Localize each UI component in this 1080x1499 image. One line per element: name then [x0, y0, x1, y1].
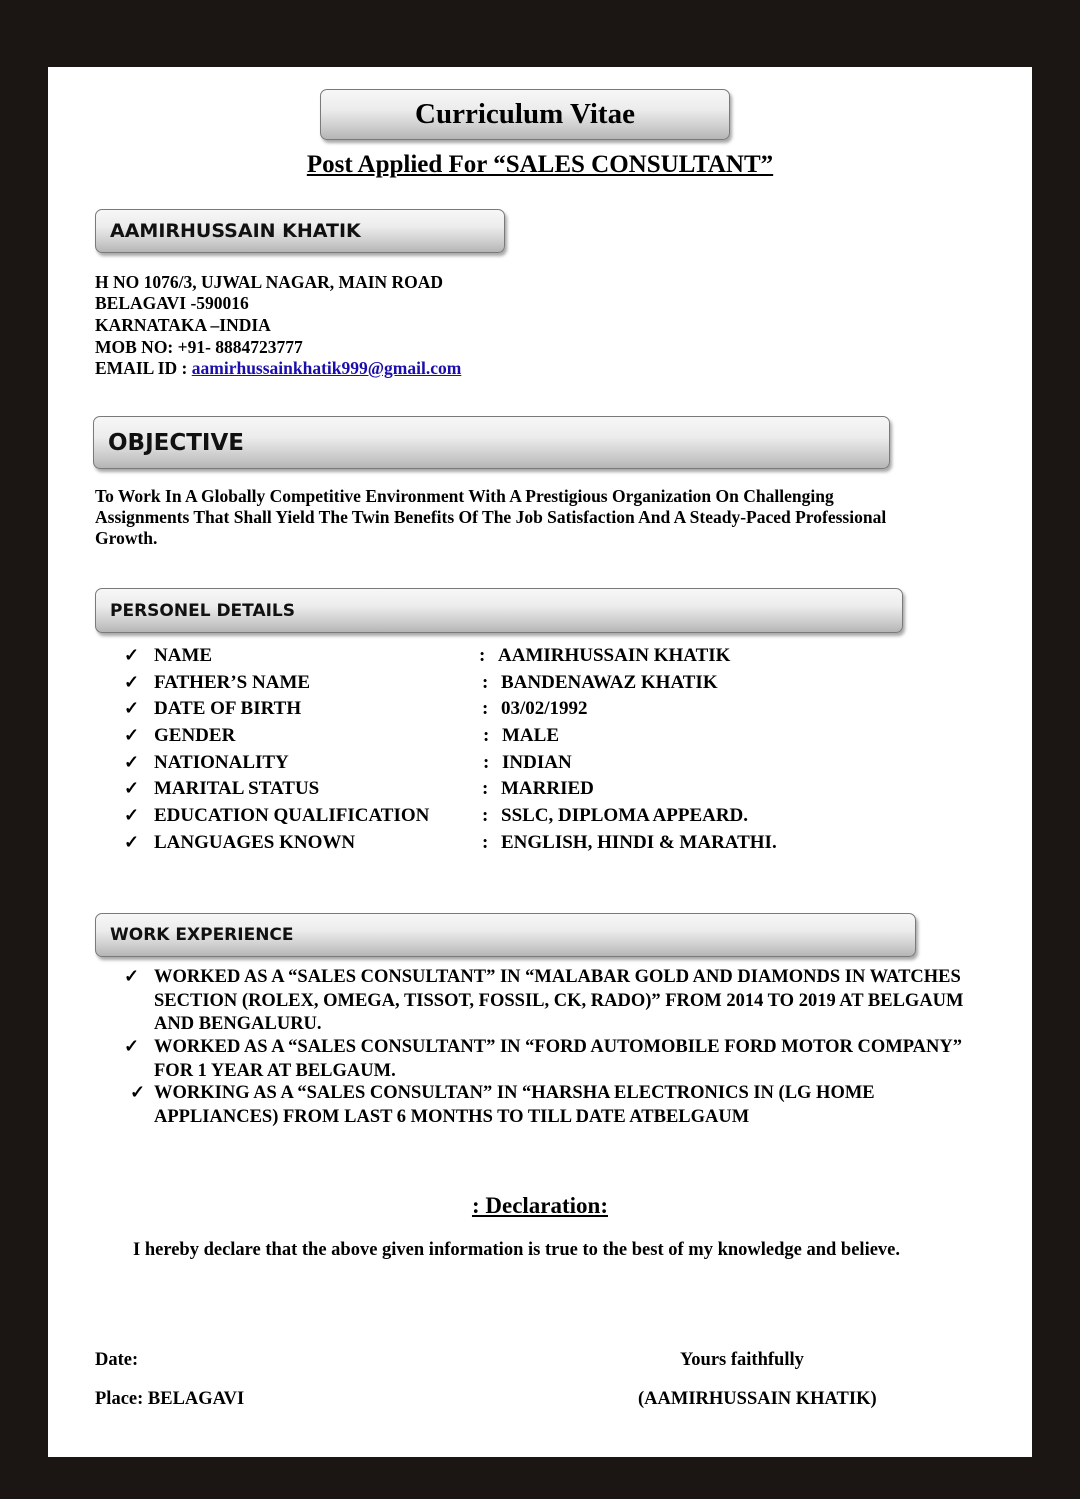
address-line-1: H NO 1076/3, UJWAL NAGAR, MAIN ROAD: [95, 272, 444, 292]
date-label: Date:: [95, 1350, 139, 1370]
personal-details-heading: PERSONEL DETAILS: [110, 600, 296, 621]
email-row: [95, 358, 461, 380]
row-label: LANGUAGES KNOWN: [154, 832, 356, 853]
objective-line-2: Assignments That Shall Yield The Twin Benefits Of The Job Satisfaction And A Steady-Paced Professional: [95, 507, 887, 527]
row-value: SSLC, DIPLOMA APPEARD.: [501, 805, 749, 826]
address-line-2: BELAGAVI -590016: [95, 293, 249, 313]
checkmark-icon: ✓: [124, 966, 140, 986]
row-label: EDUCATION QUALIFICATION: [154, 805, 430, 826]
checkmark-icon: ✓: [124, 752, 140, 772]
row-colon: :: [483, 752, 490, 773]
checkmark-icon: ✓: [130, 1082, 146, 1102]
post-applied-heading: Post Applied For “SALES CONSULTANT”: [306, 151, 774, 178]
closing-text: Yours faithfully: [680, 1350, 804, 1370]
address-line-3: KARNATAKA –INDIA: [95, 315, 271, 335]
row-colon: :: [482, 778, 489, 799]
row-colon: :: [482, 672, 489, 693]
checkmark-icon: ✓: [124, 672, 140, 692]
checkmark-icon: ✓: [124, 1036, 140, 1056]
email-label: EMAIL ID :: [95, 358, 188, 378]
row-value: 03/02/1992: [501, 698, 588, 719]
row-value: INDIAN: [502, 752, 572, 773]
row-label: FATHER’S NAME: [154, 672, 311, 693]
declaration-heading: : Declaration:: [471, 1193, 609, 1218]
objective-line-3: Growth.: [95, 528, 158, 548]
declaration-text: I hereby declare that the above given information is true to the best of my knowledge and believe.: [133, 1240, 901, 1260]
document-title: Curriculum Vitae: [415, 98, 635, 130]
row-colon: :: [482, 832, 489, 853]
experience-item: WORKED AS A “SALES CONSULTANT” IN “MALABAR GOLD AND DIAMONDS IN WATCHES SECTION (ROLEX, OMEGA, TISSOT, FOSSIL, CK, RADO)” FROM 2014 TO 2019 AT BELGAUM AND BENGALURU.: [154, 967, 964, 1034]
place-label: Place: BELAGAVI: [95, 1389, 245, 1409]
objective-heading: OBJECTIVE: [108, 429, 244, 456]
personal-details-banner: [95, 588, 903, 633]
title-banner: [320, 89, 730, 140]
checkmark-icon: ✓: [124, 805, 140, 825]
objective-line-1: To Work In A Globally Competitive Environment With A Prestigious Organization On Challenging: [95, 486, 834, 506]
checkmark-icon: ✓: [124, 698, 140, 718]
experience-item: WORKED AS A “SALES CONSULTANT” IN “FORD AUTOMOBILE FORD MOTOR COMPANY” FOR 1 YEAR AT BELGAUM.: [154, 1037, 962, 1081]
row-label: NAME: [154, 645, 213, 666]
row-label: NATIONALITY: [154, 752, 289, 773]
row-value: BANDENAWAZ KHATIK: [501, 672, 718, 693]
row-value: MARRIED: [501, 778, 594, 799]
row-colon: :: [482, 805, 489, 826]
work-experience-banner: [95, 913, 916, 957]
row-value: MALE: [502, 725, 559, 746]
checkmark-icon: ✓: [124, 725, 140, 745]
checkmark-icon: ✓: [124, 778, 140, 798]
row-label: DATE OF BIRTH: [154, 698, 302, 719]
work-experience-heading: WORK EXPERIENCE: [110, 925, 294, 945]
checkmark-icon: ✓: [124, 645, 140, 665]
experience-item: WORKING AS A “SALES CONSULTAN” IN “HARSHA ELECTRONICS IN (LG HOME APPLIANCES) FROM LAST 6 MONTHS TO TILL DATE ATBELGAUM: [154, 1083, 875, 1127]
cv-page: [48, 67, 1032, 1457]
checkmark-icon: ✓: [124, 832, 140, 852]
mobile-number: MOB NO: +91- 8884723777: [95, 337, 303, 357]
signature-name: (AAMIRHUSSAIN KHATIK): [638, 1389, 877, 1409]
objective-banner: [93, 416, 890, 469]
row-value: AAMIRHUSSAIN KHATIK: [498, 645, 731, 666]
row-colon: :: [479, 645, 486, 666]
email-link[interactable]: aamirhussainkhatik999@gmail.com: [191, 358, 462, 378]
candidate-name-header: AAMIRHUSSAIN KHATIK: [110, 220, 361, 242]
row-label: MARITAL STATUS: [154, 778, 320, 799]
row-label: GENDER: [154, 725, 236, 746]
row-value: ENGLISH, HINDI & MARATHI.: [501, 832, 777, 853]
row-colon: :: [482, 698, 489, 719]
name-banner: [95, 209, 505, 253]
row-colon: :: [483, 725, 490, 746]
